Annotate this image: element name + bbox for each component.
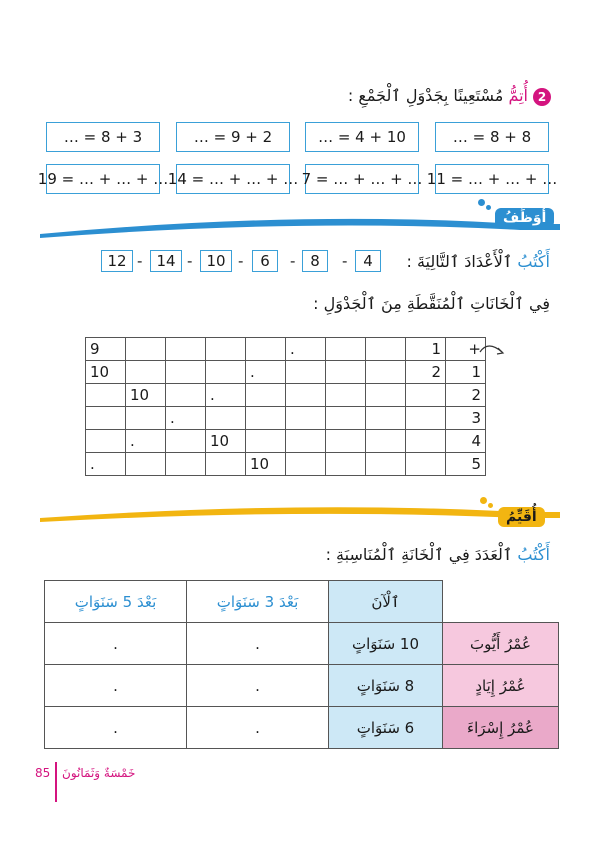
exercise2-title-rest: مُسْتَعِينًا بِجَدْوَلِ ٱلْجَمْعِ : <box>347 86 504 105</box>
addition-cell <box>406 384 446 407</box>
ages-header-now: ٱلْآنَ <box>329 581 443 623</box>
decor-dot <box>480 497 487 504</box>
ages-cell-answer[interactable]: . <box>187 665 329 707</box>
addition-cell <box>86 384 126 407</box>
ages-cell-answer[interactable]: . <box>187 623 329 665</box>
blue-wave-banner <box>40 214 560 240</box>
addition-cell <box>366 453 406 476</box>
addition-cell[interactable]: . <box>286 338 326 361</box>
decor-dot <box>488 503 493 508</box>
addition-cell <box>366 430 406 453</box>
ages-cell-now: 8 سَنَوَاتٍ <box>329 665 443 707</box>
addition-row-header: 4 <box>446 430 486 453</box>
equation-box[interactable]: 14 = … + … + … <box>176 164 290 194</box>
exercise-number-badge: 2 <box>533 88 551 106</box>
addition-table-row <box>86 361 486 384</box>
addition-cell: 10 <box>246 453 286 476</box>
separator-dash: - <box>238 252 244 270</box>
addition-cell: 10 <box>86 361 126 384</box>
ages-header-after3: بَعْدَ 3 سَنَوَاتٍ <box>187 581 329 623</box>
employ-instruction-2: فِي ٱلْخَانَاتِ ٱلْمُنَقَّطَةِ مِنَ ٱلْجَدْوَلِ : <box>313 294 550 313</box>
equation-box[interactable]: … = 8 + 8 <box>435 122 549 152</box>
employ-instruction <box>406 252 550 271</box>
number-box: 10 <box>200 250 232 272</box>
curved-arrow-icon <box>474 338 508 360</box>
number-box: 4 <box>355 250 381 272</box>
addition-cell[interactable]: . <box>206 384 246 407</box>
addition-cell: 10 <box>126 384 166 407</box>
number-box: 8 <box>302 250 328 272</box>
yellow-wave-banner <box>40 504 560 526</box>
ages-cell-now: 6 سَنَوَاتٍ <box>329 707 443 749</box>
employ-instruction-rest: ٱلْأَعْدَادَ ٱلتَّالِيَةَ : <box>406 252 513 271</box>
evaluate-instruction-rest: ٱلْعَدَدَ فِي ٱلْخَانَةِ ٱلْمُنَاسِبَةِ : <box>325 545 513 564</box>
addition-cell[interactable]: . <box>86 453 126 476</box>
separator-dash: - <box>342 252 348 270</box>
equation-box[interactable]: … = 8 + 3 <box>46 122 160 152</box>
equation-box[interactable]: 19 = … + … + … <box>46 164 160 194</box>
section-tag-evaluate: أُقَيِّمُ <box>498 507 545 527</box>
addition-cell <box>206 338 246 361</box>
addition-cell <box>326 453 366 476</box>
addition-cell: 9 <box>86 338 126 361</box>
evaluate-instruction-verb: أَكْتُبُ <box>517 545 550 564</box>
addition-cell: 2 <box>406 361 446 384</box>
addition-cell <box>246 430 286 453</box>
addition-cell <box>166 453 206 476</box>
addition-row-header: 2 <box>446 384 486 407</box>
addition-cell <box>126 453 166 476</box>
addition-cell <box>366 338 406 361</box>
addition-cell <box>286 361 326 384</box>
addition-cell <box>286 453 326 476</box>
addition-cell <box>206 453 246 476</box>
addition-cell <box>406 407 446 430</box>
addition-cell <box>326 338 366 361</box>
exercise2-title <box>348 86 528 105</box>
ages-row-label: عُمْرُ إِسْرَاءَ <box>443 707 559 749</box>
ages-table <box>44 580 559 749</box>
addition-table <box>85 337 486 476</box>
addition-cell <box>246 384 286 407</box>
addition-cell <box>326 384 366 407</box>
equation-box[interactable]: 11 = … + … + … <box>435 164 549 194</box>
ages-cell-answer[interactable]: . <box>45 707 187 749</box>
addition-cell <box>326 361 366 384</box>
addition-row-header: + <box>446 338 486 361</box>
ages-cell-answer[interactable]: . <box>187 707 329 749</box>
footer-divider <box>55 762 57 802</box>
addition-table-row <box>86 338 486 361</box>
addition-cell <box>286 430 326 453</box>
addition-table-row <box>86 384 486 407</box>
addition-cell <box>86 407 126 430</box>
separator-dash: - <box>290 252 296 270</box>
decor-dot <box>478 199 485 206</box>
addition-cell <box>406 430 446 453</box>
ages-row-label: عُمْرُ إِيَادٍ <box>443 665 559 707</box>
addition-row-header: 1 <box>446 361 486 384</box>
addition-cell <box>126 361 166 384</box>
exercise2-title-verb: أُتِمُّ <box>508 86 528 105</box>
addition-cell <box>286 407 326 430</box>
addition-cell <box>366 407 406 430</box>
addition-row-header: 3 <box>446 407 486 430</box>
addition-row-header: 5 <box>446 453 486 476</box>
ages-cell-answer[interactable]: . <box>45 623 187 665</box>
addition-cell[interactable]: . <box>126 430 166 453</box>
ages-cell-now: 10 سَنَوَاتٍ <box>329 623 443 665</box>
section-tag-employ: أُوَظِّفُ <box>495 208 554 228</box>
ages-cell-answer[interactable]: . <box>45 665 187 707</box>
addition-cell: 1 <box>406 338 446 361</box>
addition-cell[interactable]: . <box>246 361 286 384</box>
page-number-words: خَمْسَةٌ وَثَمَانُونَ <box>62 766 136 780</box>
ages-header-empty <box>443 581 559 623</box>
addition-cell <box>206 361 246 384</box>
number-box: 12 <box>101 250 133 272</box>
addition-table-row <box>86 453 486 476</box>
addition-table-row <box>86 430 486 453</box>
addition-table-row <box>86 407 486 430</box>
separator-dash: - <box>137 252 143 270</box>
employ-instruction-verb: أَكْتُبُ <box>517 252 550 271</box>
addition-cell <box>166 338 206 361</box>
separator-dash: - <box>187 252 193 270</box>
decor-dot <box>486 205 491 210</box>
addition-cell <box>206 407 246 430</box>
addition-cell <box>246 338 286 361</box>
addition-cell <box>166 430 206 453</box>
equation-box[interactable]: … = 4 + 10 <box>305 122 419 152</box>
addition-cell <box>126 338 166 361</box>
page-number: 85 <box>35 766 51 780</box>
addition-cell <box>366 384 406 407</box>
addition-cell <box>406 453 446 476</box>
ages-header-after5: بَعْدَ 5 سَنَوَاتٍ <box>45 581 187 623</box>
equation-box[interactable]: 7 = … + … + … <box>305 164 419 194</box>
addition-cell <box>326 430 366 453</box>
number-box: 14 <box>150 250 182 272</box>
addition-cell <box>326 407 366 430</box>
addition-cell <box>86 430 126 453</box>
evaluate-instruction <box>326 545 550 564</box>
number-box: 6 <box>252 250 278 272</box>
addition-cell <box>286 384 326 407</box>
addition-cell <box>246 407 286 430</box>
addition-cell <box>166 361 206 384</box>
addition-cell[interactable]: . <box>166 407 206 430</box>
addition-cell <box>366 361 406 384</box>
ages-row-label: عُمْرُ أَيُّوبَ <box>443 623 559 665</box>
addition-cell <box>126 407 166 430</box>
equation-box[interactable]: … = 9 + 2 <box>176 122 290 152</box>
addition-cell: 10 <box>206 430 246 453</box>
addition-cell <box>166 384 206 407</box>
